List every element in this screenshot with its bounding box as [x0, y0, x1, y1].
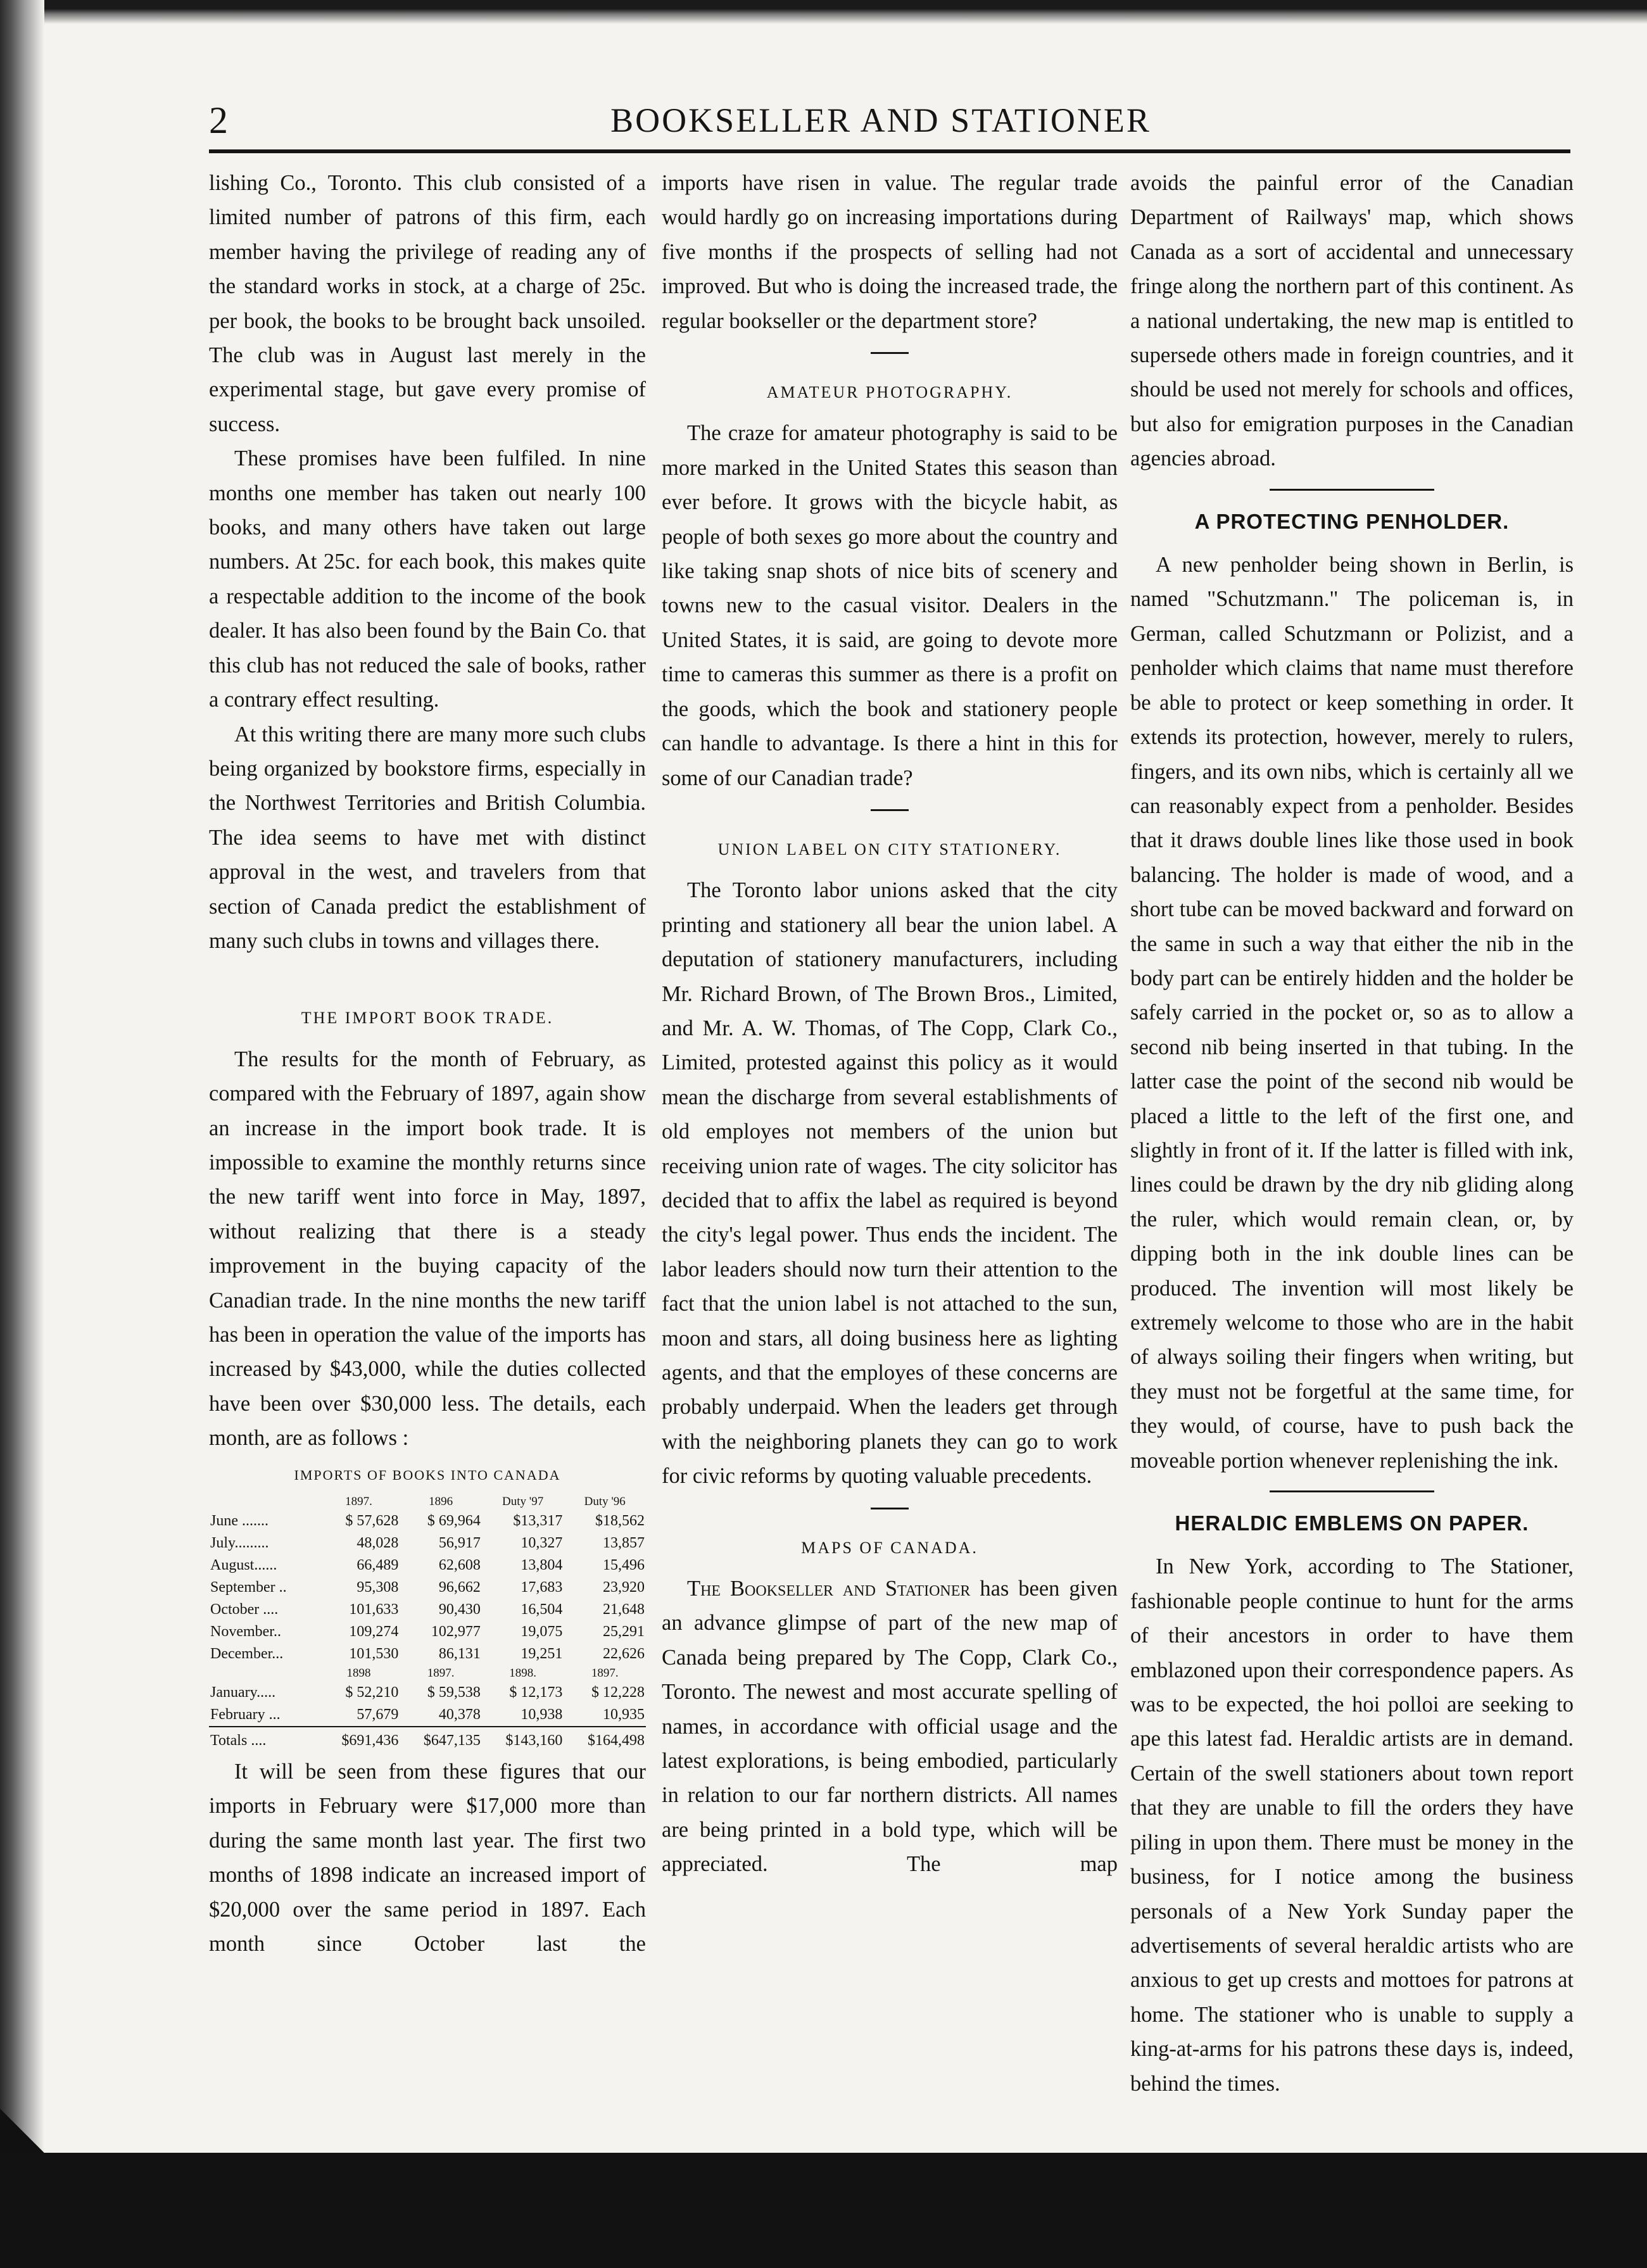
- table-row: [209, 1704, 646, 1727]
- running-head: BOOKSELLER AND STATIONER: [610, 101, 1151, 139]
- spacer: [209, 958, 646, 980]
- table-header-cell: [209, 1494, 318, 1510]
- table-title: IMPORTS OF BOOKS INTO CANADA: [294, 1466, 561, 1483]
- section-heading-maps: MAPS OF CANADA.: [801, 1538, 978, 1557]
- table-cell: August......: [210, 1557, 277, 1574]
- table-cell: 57,679: [357, 1706, 399, 1723]
- table-cell: January.....: [210, 1684, 276, 1701]
- table-header-cell: 1897.: [345, 1495, 372, 1509]
- divider: [871, 809, 909, 811]
- paragraph: The results for the month of February, as compared with the February of 1897, again show an increase in the import book trade. It is impossible to examine the monthly returns since the new tariff went into force in May, 1897, without realizing that there is a steady improvement in the buying capacity of the Canadian trade. In the nine months the new tariff has been in operation the value of the imports has increased by $43,000, while the duties collected have been over $30,000 less. The details, each month, are as follows :: [209, 1047, 646, 1451]
- paragraph: The Toronto labor unions asked that the city printing and stationery all bear the union label. A deputation of stationery manufacturers, including Mr. Richard Brown, of The Brown Bros., Limited, and Mr. A. W. Thomas, of The Copp, Clark Co., Limited, protested against this policy as it would mean the discharge from several establishments of old employes not members of the union but receiving union rate of wages. The city solicitor has decided that to affix the label as required is beyond the city's legal power. Thus ends the incident. The labor leaders should now turn their attention to the fact that the union label is not attached to the sun, moon and stars, all doing business here as lighting agents, and that the employes of these concerns are probably underpaid. When the leaders get through with the neighboring planets they can go to work for civic reforms by quoting valuable precedents.: [662, 878, 1118, 1489]
- publication-name: The Bookseller and Stationer: [687, 1577, 971, 1601]
- table-cell: 21,648: [603, 1601, 645, 1618]
- column-3: [1130, 166, 1574, 2101]
- paragraph: lishing Co., Toronto. This club consisted of a limited number of patrons of this firm, each member having the privilege of reading any of the standard works in stock, at a charge of 25c. per book, the books to be brought back unsoiled. The club was in August last merely in the experimental stage, but gave every promise of success.: [209, 171, 646, 436]
- table-cell: 23,920: [603, 1579, 645, 1596]
- section-heading-heraldic: HERALDIC EMBLEMS ON PAPER.: [1175, 1511, 1529, 1535]
- table-cell: 10,938: [521, 1706, 563, 1723]
- table-cell: 40,378: [438, 1706, 481, 1723]
- table-cell: 56,917: [438, 1535, 481, 1552]
- table-cell: June .......: [210, 1513, 268, 1530]
- table-cell: $691,436: [318, 1727, 400, 1752]
- table-header-cell: 1897.: [591, 1666, 619, 1680]
- table-header-cell: 1898.: [509, 1666, 537, 1680]
- table-header-cell: Duty '96: [584, 1495, 626, 1509]
- table-cell: 48,028: [357, 1535, 399, 1552]
- table-header-cell: [209, 1665, 318, 1682]
- table-cell: 16,504: [521, 1601, 563, 1618]
- table-cell: 62,608: [438, 1557, 481, 1574]
- table-cell: 95,308: [357, 1579, 399, 1596]
- table-row: [209, 1577, 646, 1599]
- paragraph: At this writing there are many more such clubs being organized by bookstore firms, especially in the Northwest Territories and British Columbia. The idea seems to have met with distinct approval in the west, and travelers from that section of Canada predict the establishment of many such clubs in towns and villages there.: [209, 722, 646, 953]
- scan-edge-bottom: [0, 2153, 1647, 2268]
- table-cell: $ 59,538: [427, 1684, 481, 1701]
- paragraph-text: has been given an advance glimpse of part of the new map of Canada being prepared by The Copp, Clark Co., Toronto. The newest and most accurate spelling of names, in accordance with official usage and the latest explorations, is being embodied, particularly in relation to our far northern districts. All names are being printed in a bold type, which will be appreciated. The map: [662, 1577, 1118, 1877]
- table-cell: 22,626: [603, 1646, 645, 1663]
- paragraph: A new penholder being shown in Berlin, is named "Schutzmann." The policeman is, in German, called Schutzmann or Polizist, and a penholder which claims that name must therefore be able to protect or keep something in order. It extends its protection, however, merely to rulers, fingers, and its own nibs, which is certainly all we can reasonably expect from a penholder. Besides that it draws double lines like those used in book balancing. The holder is made of wood, and a short tube can be moved backward and forward on the same in such a way that either the nib in the body part can be entirely hidden and the holder be safely carried in the pocket or, so as to allow a second nib being inserted in that tubing. In the latter case the point of the second nib would be placed a little to the left of the first one, and slightly in front of it. If the latter is filled with ink, lines could be drawn by the dry nib gliding along the ruler, which would remain clean, or, by dipping both in the ink double lines can be produced. The invention will most likely be extremely welcome to those who are in the habit of always soiling their fingers when writing, but they must not be forgetful at the same time, for they would, of course, have to push back the moveable portion whenever replenishing the ink.: [1130, 553, 1574, 1473]
- table-cell: 19,075: [521, 1623, 563, 1641]
- paragraph: avoids the painful error of the Canadian Department of Railways' map, which shows Canada as a sort of accidental and unnecessary fringe along the northern part of this continent. As a national undertaking, the new map is entitled to supersede others made in foreign countries, and it should be used not merely for schools and offices, but also for emigration purposes in the Canadian agencies abroad.: [1130, 171, 1574, 471]
- table-cell: October ....: [210, 1601, 279, 1618]
- table-cell: 19,251: [521, 1646, 563, 1663]
- divider: [1270, 489, 1434, 491]
- table-cell: 101,633: [349, 1601, 399, 1618]
- paragraph: imports have risen in value. The regular trade would hardly go on increasing importations during five months if the prospects of selling had not improved. But who is doing the increased trade, the regular bookseller or the department store?: [662, 171, 1118, 333]
- scan-corner: [0, 2108, 51, 2159]
- table-cell: 66,489: [357, 1557, 399, 1574]
- table-cell: 10,327: [521, 1535, 563, 1552]
- page-number: 2: [209, 99, 228, 141]
- table-row: [209, 1599, 646, 1621]
- table-cell: 86,131: [438, 1646, 481, 1663]
- section-heading-union: UNION LABEL ON CITY STATIONERY.: [717, 840, 1062, 859]
- table-header-cell: 1898: [346, 1666, 371, 1680]
- table-row: [209, 1682, 646, 1704]
- table-header-cell: 1897.: [427, 1666, 455, 1680]
- table-row: [209, 1643, 646, 1665]
- table-cell: $ 57,628: [345, 1513, 399, 1530]
- divider: [871, 352, 909, 354]
- page-header: [190, 95, 1572, 146]
- scan-edge-top: [0, 0, 1647, 24]
- table-row: [209, 1554, 646, 1577]
- paragraph: [662, 1572, 1118, 1882]
- table-cell: 13,804: [521, 1557, 563, 1574]
- table-cell: $164,498: [564, 1727, 646, 1752]
- table-cell: 25,291: [603, 1623, 645, 1641]
- table-cell: 13,857: [603, 1535, 645, 1552]
- table-cell: $ 52,210: [345, 1684, 399, 1701]
- table-cell: $13,317: [513, 1513, 563, 1530]
- table-row: [209, 1621, 646, 1643]
- table-cell: 109,274: [349, 1623, 399, 1641]
- section-heading-penholder: A PROTECTING PENHOLDER.: [1194, 509, 1510, 533]
- table-cell: $ 12,228: [591, 1684, 645, 1701]
- table-cell: 17,683: [521, 1579, 563, 1596]
- scan-edge-left: [0, 0, 44, 2268]
- paragraph: The craze for amateur photography is said to be more marked in the United States this season than ever before. It grows with the bicycle habit, as people of both sexes go more about the country and like taking snap shots of nice bits of scenery and towns new to the casual visitor. Dealers in the United States, it is said, are going to devote more time to cameras this summer as there is a profit on the goods, which the book and stationery people can handle to advantage. Is there a hint in this for some of our Canadian trade?: [662, 421, 1118, 790]
- table-cell: 10,935: [603, 1706, 645, 1723]
- table-cell: $18,562: [595, 1513, 645, 1530]
- table-cell: Totals ....: [209, 1727, 318, 1752]
- section-heading-import: THE IMPORT BOOK TRADE.: [301, 1009, 554, 1028]
- table-row: [209, 1532, 646, 1554]
- table-totals-row: [209, 1727, 646, 1752]
- column-2: [662, 166, 1118, 1882]
- section-heading-amateur: AMATEUR PHOTOGRAPHY.: [766, 383, 1013, 402]
- table-cell: 96,662: [438, 1579, 481, 1596]
- table-header-row: [209, 1494, 646, 1510]
- table-header-cell: Duty '97: [502, 1495, 544, 1509]
- table-header-cell: 1896: [429, 1495, 453, 1509]
- table-row: [209, 1510, 646, 1532]
- paragraph: In New York, according to The Stationer, fashionable people continue to hunt for the arms of their ancestors in order to have them emblazoned upon their correspondence papers. As was to be expected, the hoi polloi are seeking to ape this latest fad. Heraldic artists are in demand. Certain of the swell stationers about town report that they are unable to fill the orders they have piling in upon them. There must be money in the business, for I notice among the business personals of a New York Sunday paper the advertisements of several heraldic artists who are anxious to get up crests and mottoes for patrons at home. The stationer who is unable to supply a king-at-arms for his patrons these days is, indeed, behind the times.: [1130, 1554, 1574, 2096]
- table-cell: $ 69,964: [427, 1513, 481, 1530]
- table-cell: 102,977: [431, 1623, 481, 1641]
- imports-table: [209, 1494, 646, 1752]
- table-cell: 15,496: [603, 1557, 645, 1574]
- table-cell: December...: [210, 1646, 284, 1663]
- table-cell: $647,135: [400, 1727, 482, 1752]
- table-cell: July.........: [210, 1535, 269, 1552]
- header-rule: [209, 149, 1570, 153]
- table-cell: September ..: [210, 1579, 287, 1596]
- divider: [1270, 1490, 1434, 1492]
- paragraph: It will be seen from these figures that our imports in February were $17,000 more than during the same month last year. The first two months of 1898 indicate an increased import of $20,000 over the same period in 1897. Each month since October last the: [209, 1760, 646, 1956]
- table-cell: $ 12,173: [509, 1684, 563, 1701]
- divider: [871, 1508, 909, 1509]
- table-cell: 101,530: [349, 1646, 399, 1663]
- column-1: [209, 166, 646, 1961]
- table-cell: 90,430: [438, 1601, 481, 1618]
- table-cell: November..: [210, 1623, 281, 1641]
- table-cell: $143,160: [482, 1727, 564, 1752]
- paragraph: These promises have been fulfiled. In nine months one member has taken out nearly 100 books, and many others have taken out large numbers. At 25c. for each book, this makes quite a respectable addition to the income of the book dealer. It has also been found by the Bain Co. that this club has not reduced the sale of books, rather a contrary effect resulting.: [209, 446, 646, 712]
- table-cell: February ...: [210, 1706, 281, 1723]
- table-header-row: [209, 1665, 646, 1682]
